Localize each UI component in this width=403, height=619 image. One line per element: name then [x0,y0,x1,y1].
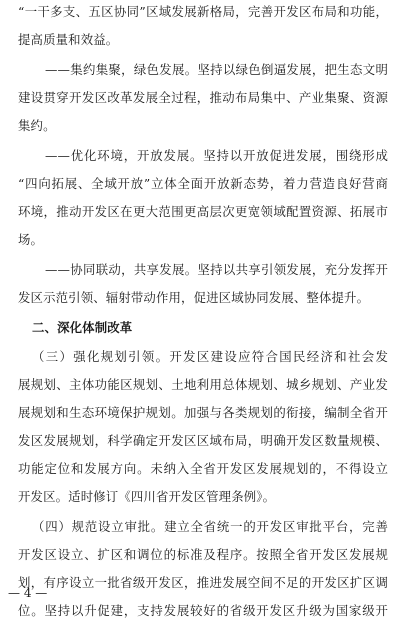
body-text-line: 展规划和生态环境保护规划。加强与各类规划的衔接，编制全省开 [18,405,388,420]
body-text-line: 划，有序设立一批省级开发区，推进发展空间不足的开发区扩区调 [18,575,388,590]
body-text-line: 建设贯穿开发区改革发展全过程，推动布局集中、产业集聚、资源 [18,90,388,105]
body-text-line: 集约。 [18,118,56,133]
body-text-line: 提高质量和效益。 [18,32,119,47]
section-heading: 二、深化体制改革 [32,320,133,335]
body-text-line: 功能定位和发展方向。未纳入全省开发区发展规划的，不得设立 [18,461,388,476]
body-text-line: 环境，推动开发区在更大范围更高层次更宽领域配置资源、拓展市 [18,204,388,219]
page-number: — 4 — [8,586,48,600]
body-text-line: 展规划、主体功能区规划、土地利用总体规划、城乡规划、产业发 [18,377,388,392]
body-text-line: 位。坚持以升促建，支持发展较好的省级开发区升级为国家级开 [18,603,388,618]
subsection-first-line: （四）规范设立审批。建立全省统一的开发区审批平台，完善 [32,519,388,534]
paragraph-first-line: ——协同联动，共享发展。坚持以共享引领发展，充分发挥开 [45,262,388,277]
paragraph-first-line: ——集约集聚，绿色发展。坚持以绿色倒逼发展，把生态文明 [45,62,388,77]
body-text-line: “一干多支、五区协同”区域发展新格局，完善开发区布局和功能， [18,4,388,19]
body-text-line: 发区示范引领、辐射带动作用，促进区域协同发展、整体提升。 [18,290,370,305]
subsection-first-line: （三）强化规划引领。开发区建设应符合国民经济和社会发 [32,349,388,364]
paragraph-first-line: ——优化环境，开放发展。坚持以开放促进发展，围绕形成 [45,148,388,163]
body-text-line: 开发区设立、扩区和调位的标准及程序。按照全省开发区发展规 [18,547,388,562]
body-text-line: 场。 [18,232,44,247]
body-text-line: 发区发展规划，科学确定开发区区域布局，明确开发区数量规模、 [18,433,388,448]
body-text-line: 开发区。适时修订《四川省开发区管理条例》。 [18,489,276,504]
body-text-line: “四向拓展、全域开放”立体全面开放新态势，着力营造良好营商 [18,176,388,191]
